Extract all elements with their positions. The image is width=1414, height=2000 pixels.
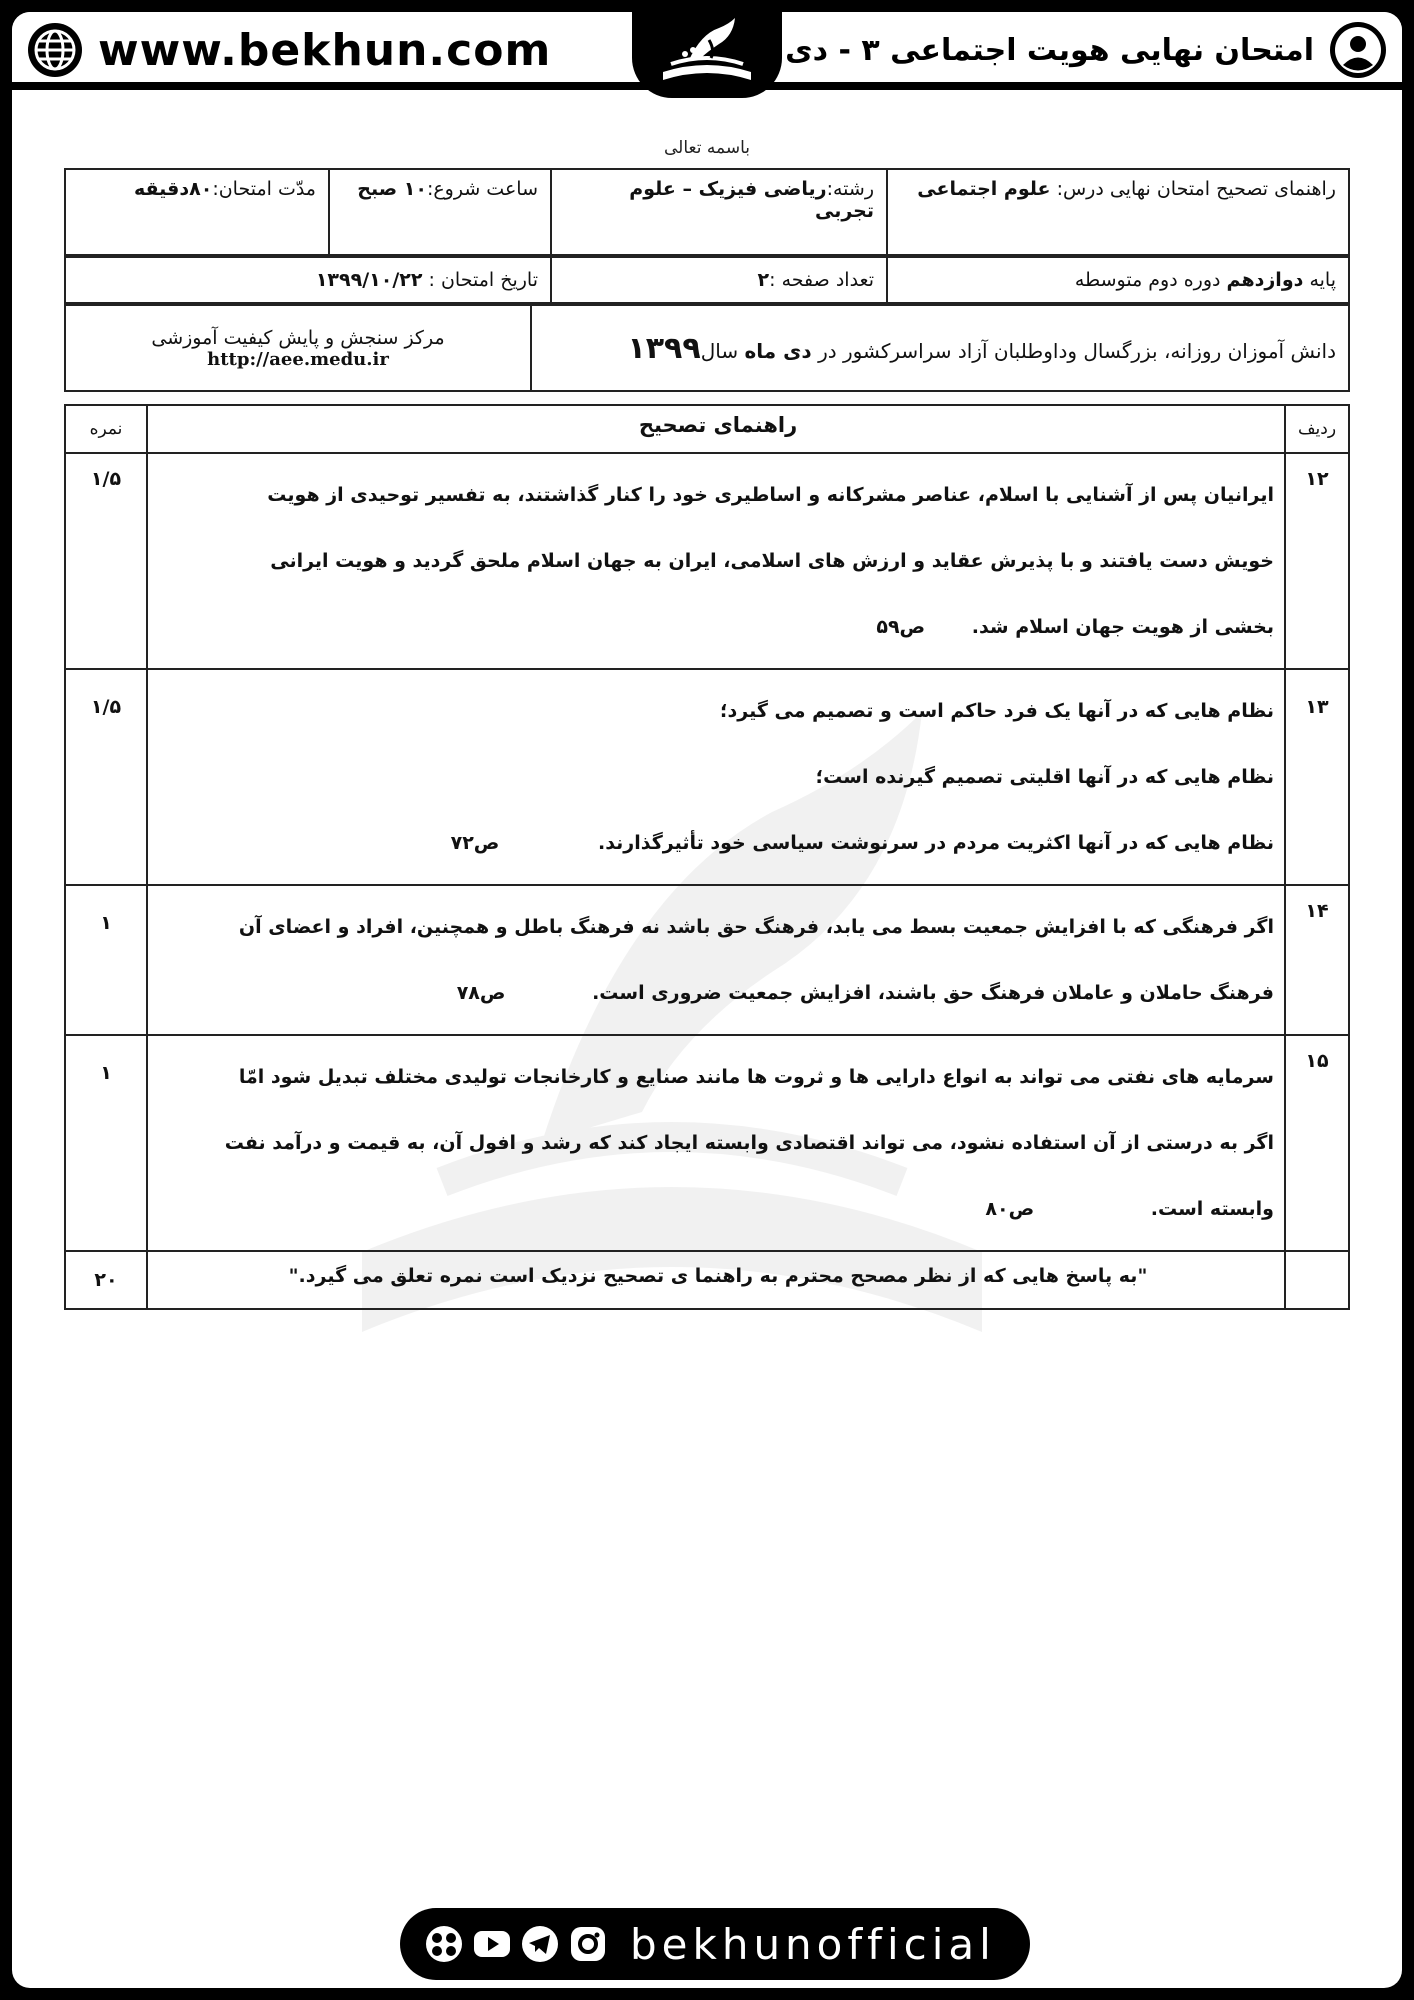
answer-line: خویش دست یافتند و با پذیرش عقاید و ارزش های اسلامی، ایران به جهان اسلام ملحق گردید و هویت ایرانی bbox=[270, 550, 1274, 572]
audience-text: دانش آموزان روزانه، بزرگسال وداوطلبان آزاد سراسرکشور در bbox=[818, 338, 1336, 363]
globe-icon bbox=[26, 21, 84, 79]
year-label: سال bbox=[700, 338, 739, 363]
col-row-header: ردیف bbox=[1285, 405, 1349, 453]
table-row bbox=[65, 453, 1349, 669]
course-cell bbox=[887, 169, 1349, 255]
aparat-icon[interactable] bbox=[424, 1924, 464, 1964]
guide-label: راهنمای تصحیح امتحان نهایی درس: bbox=[1056, 178, 1336, 200]
answer-line-with-ref bbox=[162, 594, 1274, 660]
table-row bbox=[65, 1035, 1349, 1251]
field-value: ریاضی فیزیک – علوم تجربی bbox=[629, 178, 874, 222]
answer-line: نظام هایی که در آنها یک فرد حاکم است و تصمیم می گیرد؛ bbox=[719, 700, 1274, 722]
grade-cell bbox=[887, 257, 1349, 303]
date-label: تاریخ امتحان : bbox=[428, 269, 538, 291]
answer-line: سرمایه های نفتی می تواند به انواع دارایی ها و ثروت ها مانند صنایع و کارخانجات تولیدی مختلف تبدیل شود امّا bbox=[238, 1066, 1274, 1088]
answer-cell bbox=[147, 453, 1285, 669]
answer-line: اگر فرهنگی که با افزایش جمعیت بسط می یابد، فرهنگ حق باشد نه فرهنگ باطل و همچنین، افراد و اعضای آن bbox=[238, 916, 1274, 938]
duration-value: ۸۰دقیقه bbox=[133, 178, 213, 200]
start-value: ۱۰ صبح bbox=[357, 178, 427, 200]
center-name: مرکز سنجش و پایش کیفیت آموزشی bbox=[151, 326, 445, 349]
answer-line: نظام هایی که در آنها اقلیتی تصمیم گیرنده است؛ bbox=[815, 766, 1274, 788]
user-profile-icon bbox=[1328, 20, 1388, 80]
top-banner bbox=[12, 12, 1402, 90]
telegram-icon[interactable] bbox=[520, 1924, 560, 1964]
answer-cell bbox=[147, 885, 1285, 1035]
center-cell bbox=[65, 305, 531, 391]
pages-value: ۲ bbox=[757, 269, 770, 291]
banner-title bbox=[738, 20, 1388, 80]
exam-title: امتحان نهایی هویت اجتماعی ۳ - دی ۹۹ bbox=[738, 32, 1314, 68]
field-label: رشته: bbox=[826, 178, 874, 200]
page-reference: ص۸۰ bbox=[985, 1198, 1035, 1220]
score-value: ۱/۵ bbox=[65, 453, 147, 669]
start-label: ساعت شروع: bbox=[426, 178, 538, 200]
answer-line-text: وابسته است. bbox=[1150, 1198, 1274, 1220]
footer-empty-cell bbox=[1285, 1251, 1349, 1309]
total-score: ۲۰ bbox=[65, 1251, 147, 1309]
answer-line-text: فرهنگ حاملان و عاملان فرهنگ حق باشند، افزایش جمعیت ضروری است. bbox=[592, 982, 1274, 1004]
answer-cell bbox=[147, 669, 1285, 885]
period: دوره دوم متوسطه bbox=[1074, 269, 1221, 291]
course-name: علوم اجتماعی bbox=[917, 178, 1051, 200]
duration-cell bbox=[65, 169, 329, 255]
answer-line: ایرانیان پس از آشنایی با اسلام، عناصر مشرکانه و اساطیری خود را کنار گذاشتند، به تفسیر توحیدی از هویت bbox=[267, 484, 1274, 506]
site-link[interactable] bbox=[26, 20, 551, 80]
col-score-header: نمره bbox=[65, 405, 147, 453]
page-reference: ص۵۹ bbox=[876, 616, 926, 638]
grade-label: پایه bbox=[1309, 269, 1336, 291]
score-value: ۱ bbox=[65, 885, 147, 1035]
row-number: ۱۲ bbox=[1285, 453, 1349, 669]
row-number: ۱۳ bbox=[1285, 669, 1349, 885]
page-reference: ص۷۸ bbox=[456, 982, 506, 1004]
grade-value: دوازدهم bbox=[1226, 269, 1304, 291]
pages-label: تعداد صفحه : bbox=[769, 269, 874, 291]
answer-line-text: نظام هایی که در آنها اکثریت مردم در سرنوشت سیاسی خود تأثیرگذارند. bbox=[597, 832, 1274, 854]
header-row-2 bbox=[64, 256, 1350, 304]
field-cell bbox=[551, 169, 887, 255]
youtube-icon[interactable] bbox=[472, 1924, 512, 1964]
answer-line-with-ref bbox=[162, 1176, 1274, 1242]
month-label: دی ماه bbox=[744, 338, 812, 363]
table-header-row bbox=[65, 405, 1349, 453]
date-value: ۱۳۹۹/۱۰/۲۲ bbox=[315, 269, 423, 291]
table-footer-row bbox=[65, 1251, 1349, 1309]
answer-cell bbox=[147, 1035, 1285, 1251]
header-row-1 bbox=[64, 168, 1350, 256]
answer-line-with-ref bbox=[162, 810, 1274, 876]
answer-line-with-ref bbox=[162, 960, 1274, 1026]
instagram-icon[interactable] bbox=[568, 1924, 608, 1964]
row-number: ۱۴ bbox=[1285, 885, 1349, 1035]
score-value: ۱ bbox=[65, 1035, 147, 1251]
answer-line: اگر به درستی از آن استفاده نشود، می تواند اقتصادی وابسته ایجاد کند که رشد و افول آن، به قیمت و درآمد نفت bbox=[224, 1132, 1274, 1154]
score-value: ۱/۵ bbox=[65, 669, 147, 885]
social-bar bbox=[400, 1908, 1030, 1980]
social-handle[interactable]: bekhunofficial bbox=[630, 1919, 996, 1969]
table-row bbox=[65, 885, 1349, 1035]
basmala: باسمه تعالی bbox=[664, 138, 750, 158]
date-cell bbox=[65, 257, 551, 303]
page-reference: ص۷۲ bbox=[450, 832, 500, 854]
exam-sheet bbox=[12, 12, 1402, 1988]
start-cell bbox=[329, 169, 551, 255]
footer-note: "به پاسخ هایی که از نظر مصحح محترم به راهنما ی تصحیح نزدیک است نمره تعلق می گیرد." bbox=[147, 1251, 1285, 1309]
col-guide-header: راهنمای تصحیح bbox=[147, 405, 1285, 453]
audience-cell bbox=[531, 305, 1349, 391]
site-url[interactable]: www.bekhun.com bbox=[98, 24, 552, 76]
header-row-3 bbox=[64, 304, 1350, 392]
pages-cell bbox=[551, 257, 887, 303]
answer-line-text: بخشی از هویت جهان اسلام شد. bbox=[971, 616, 1274, 638]
table-row bbox=[65, 669, 1349, 885]
row-number: ۱۵ bbox=[1285, 1035, 1349, 1251]
center-url[interactable]: http://aee.medu.ir bbox=[207, 348, 389, 370]
answers-table bbox=[64, 404, 1350, 1310]
duration-label: مدّت امتحان: bbox=[212, 178, 316, 200]
year-value: ۱۳۹۹ bbox=[627, 330, 701, 366]
